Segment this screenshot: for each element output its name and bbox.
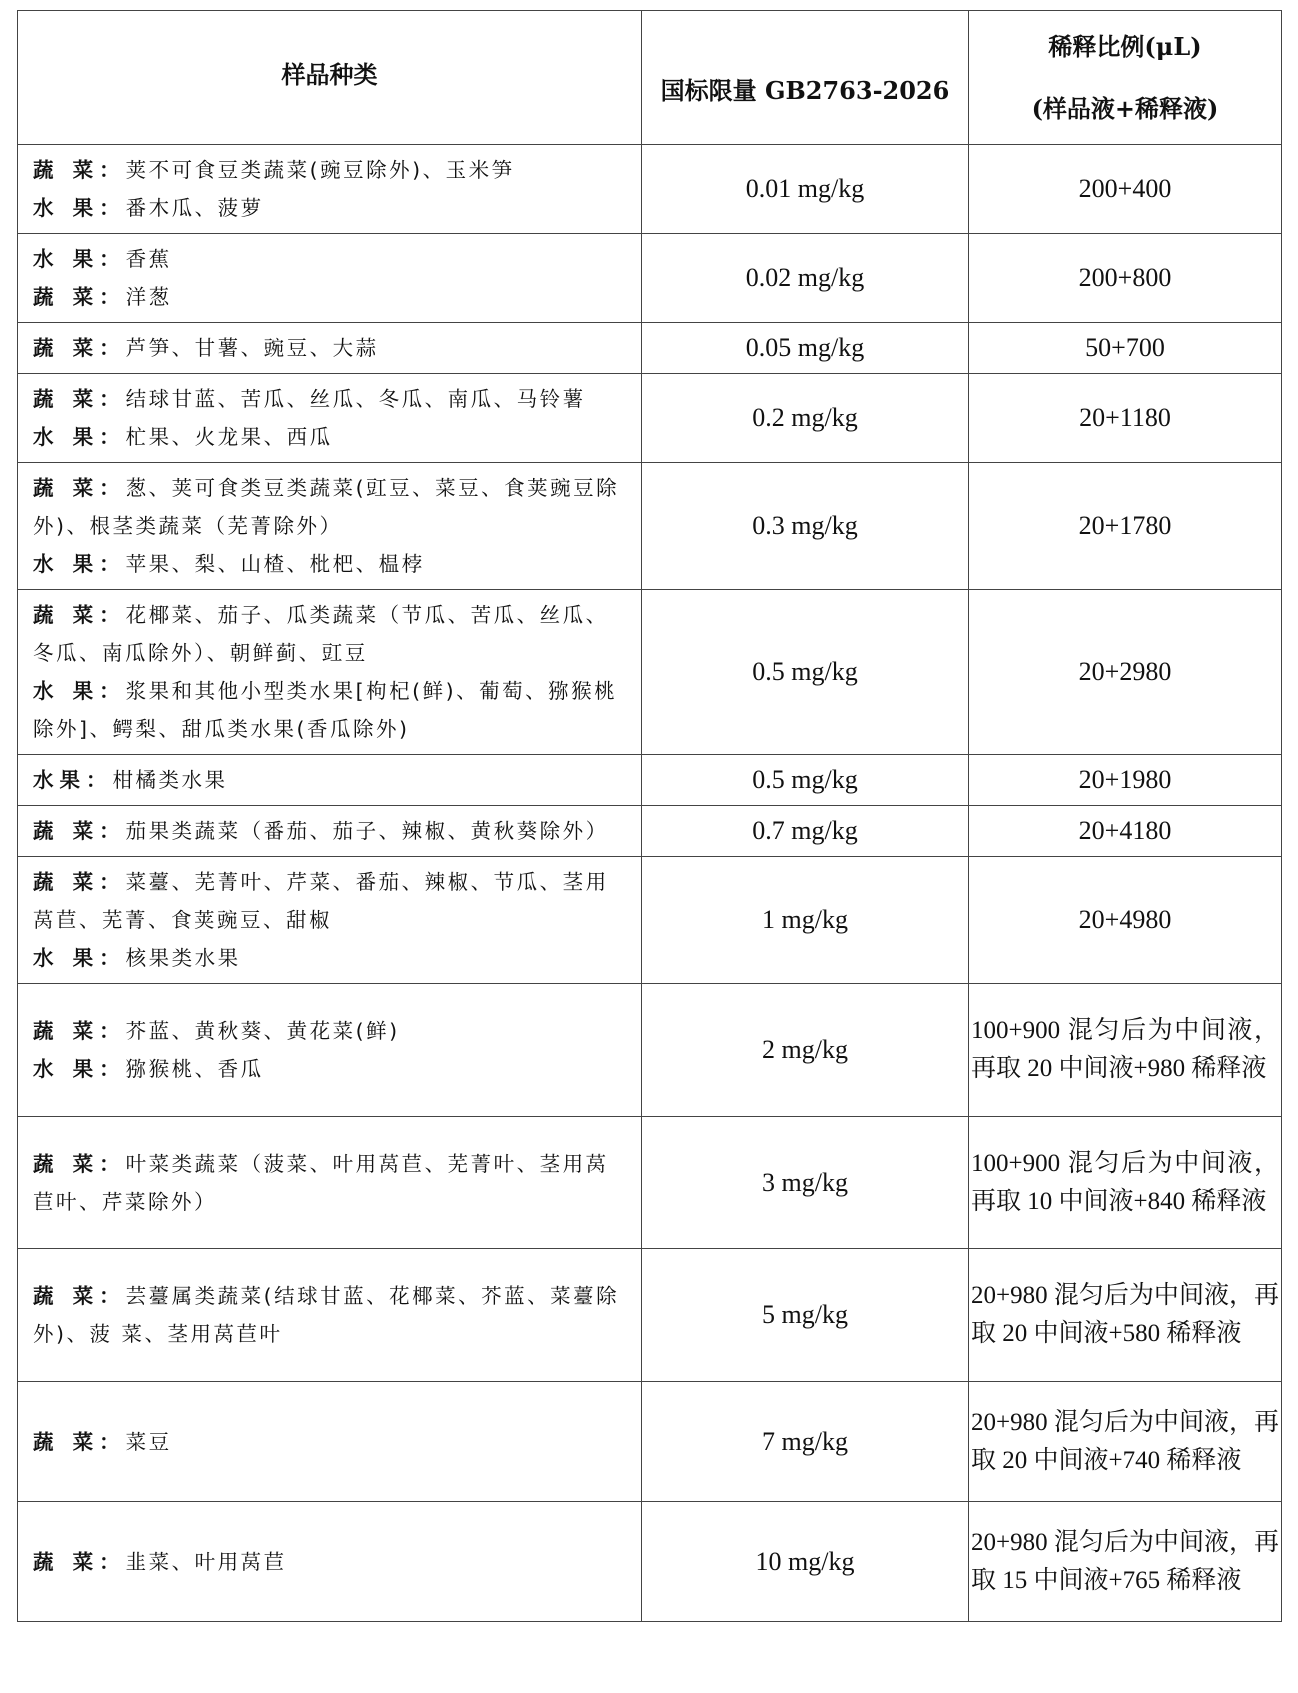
sample-line bbox=[33, 151, 627, 189]
category-label: 蔬 菜： bbox=[33, 1151, 126, 1176]
table-row bbox=[18, 463, 1282, 590]
sample-line bbox=[33, 469, 627, 545]
sample-type-cell bbox=[18, 1249, 642, 1382]
dilution-ratio-cell: 100+900 混匀后为中间液，再取 10 中间液+840 稀释液 bbox=[969, 1117, 1282, 1249]
category-label: 水 果： bbox=[33, 679, 126, 703]
dilution-ratio-cell: 20+980 混匀后为中间液，再取 20 中间液+740 稀释液 bbox=[969, 1382, 1282, 1502]
sample-items: 茄果类蔬菜（番茄、茄子、辣椒、黄秋葵除外） bbox=[125, 819, 609, 843]
sample-line bbox=[33, 1423, 627, 1461]
dilution-ratio-cell: 50+700 bbox=[969, 323, 1282, 374]
limit-cell: 0.7 mg/kg bbox=[642, 806, 969, 857]
dilution-table bbox=[17, 10, 1282, 1622]
sample-items: 结球甘蓝、苦瓜、丝瓜、冬瓜、南瓜、马铃薯 bbox=[125, 387, 586, 411]
sample-type-cell bbox=[18, 590, 642, 755]
category-label: 水 果： bbox=[33, 247, 126, 271]
table-row bbox=[18, 755, 1282, 806]
sample-type-cell bbox=[18, 145, 642, 234]
sample-items: 花椰菜、茄子、瓜类蔬菜（节瓜、苦瓜、丝瓜、冬瓜、南瓜除外）、朝鲜蓟、豇豆 bbox=[33, 603, 609, 665]
category-label: 蔬 菜： bbox=[33, 1019, 126, 1043]
table-header-row bbox=[18, 11, 1282, 145]
table-row bbox=[18, 145, 1282, 234]
limit-cell: 2 mg/kg bbox=[642, 984, 969, 1117]
table-row bbox=[18, 1249, 1282, 1382]
sample-items: 葱、荚可食类豆类蔬菜(豇豆、菜豆、食荚豌豆除外)、根茎类蔬菜（芜菁除外） bbox=[33, 476, 620, 538]
sample-line bbox=[33, 939, 627, 977]
limit-cell: 0.05 mg/kg bbox=[642, 323, 969, 374]
sample-type-cell bbox=[18, 234, 642, 323]
sample-type-cell bbox=[18, 984, 642, 1117]
sample-line bbox=[33, 812, 627, 850]
sample-type-cell bbox=[18, 374, 642, 463]
category-label: 蔬 菜： bbox=[33, 603, 126, 627]
sample-type-cell bbox=[18, 857, 642, 984]
dilution-ratio-cell: 20+980 混匀后为中间液，再取 20 中间液+580 稀释液 bbox=[969, 1249, 1282, 1382]
category-label: 水 果： bbox=[33, 946, 126, 970]
sample-line bbox=[33, 418, 627, 456]
limit-cell: 3 mg/kg bbox=[642, 1117, 969, 1249]
limit-cell: 0.5 mg/kg bbox=[642, 755, 969, 806]
sample-items: 浆果和其他小型类水果[枸杞(鲜)、葡萄、猕猴桃除外]、鳄梨、甜瓜类水果(香瓜除外) bbox=[33, 679, 618, 741]
sample-items: 芥蓝、黄秋葵、黄花菜(鲜) bbox=[125, 1019, 400, 1043]
sample-line bbox=[33, 240, 627, 278]
limit-cell: 0.3 mg/kg bbox=[642, 463, 969, 590]
table-row bbox=[18, 984, 1282, 1117]
sample-type-cell bbox=[18, 1502, 642, 1622]
limit-cell: 1 mg/kg bbox=[642, 857, 969, 984]
category-label: 水 果： bbox=[33, 425, 126, 449]
sample-line bbox=[33, 189, 627, 227]
dilution-ratio-cell: 20+4180 bbox=[969, 806, 1282, 857]
limit-cell: 5 mg/kg bbox=[642, 1249, 969, 1382]
category-label: 蔬 菜： bbox=[33, 870, 126, 894]
sample-line bbox=[33, 1145, 627, 1221]
category-label: 蔬 菜： bbox=[33, 387, 126, 411]
sample-line bbox=[33, 545, 627, 583]
document-page bbox=[17, 10, 1281, 1622]
table-row bbox=[18, 374, 1282, 463]
sample-items: 苹果、梨、山楂、枇杷、榅桲 bbox=[125, 552, 425, 576]
sample-line bbox=[33, 596, 627, 672]
limit-cell: 0.2 mg/kg bbox=[642, 374, 969, 463]
category-label: 蔬 菜： bbox=[33, 1429, 126, 1454]
category-label: 水 果： bbox=[33, 196, 126, 220]
sample-items: 核果类水果 bbox=[125, 946, 241, 970]
category-label: 水果： bbox=[33, 768, 113, 792]
dilution-ratio-cell: 20+980 混匀后为中间液，再取 15 中间液+765 稀释液 bbox=[969, 1502, 1282, 1622]
sample-items: 香蕉 bbox=[125, 247, 172, 271]
sample-items: 菜薹、芜菁叶、芹菜、番茄、辣椒、节瓜、茎用莴苣、芜菁、食荚豌豆、甜椒 bbox=[33, 870, 609, 932]
table-row bbox=[18, 323, 1282, 374]
dilution-ratio-cell: 100+900 混匀后为中间液，再取 20 中间液+980 稀释液 bbox=[969, 984, 1282, 1117]
table-row bbox=[18, 806, 1282, 857]
limit-cell: 7 mg/kg bbox=[642, 1382, 969, 1502]
dilution-ratio-cell: 20+2980 bbox=[969, 590, 1282, 755]
table-row bbox=[18, 234, 1282, 323]
dilution-ratio-cell: 200+800 bbox=[969, 234, 1282, 323]
sample-line bbox=[33, 672, 627, 748]
header-dilution-ratio-line1: 稀释比例(μL) bbox=[1048, 31, 1202, 61]
sample-line bbox=[33, 1050, 627, 1088]
sample-type-cell bbox=[18, 1117, 642, 1249]
sample-items: 洋葱 bbox=[125, 285, 172, 309]
category-label: 蔬 菜： bbox=[33, 819, 126, 843]
sample-items: 韭菜、叶用莴苣 bbox=[125, 1549, 287, 1574]
dilution-ratio-cell: 20+1780 bbox=[969, 463, 1282, 590]
sample-items: 菜豆 bbox=[125, 1429, 172, 1454]
category-label: 蔬 菜： bbox=[33, 158, 126, 182]
category-label: 水 果： bbox=[33, 552, 126, 576]
sample-items: 杧果、火龙果、西瓜 bbox=[125, 425, 333, 449]
sample-line bbox=[33, 863, 627, 939]
table-row bbox=[18, 590, 1282, 755]
sample-items: 柑橘类水果 bbox=[112, 768, 228, 792]
category-label: 蔬 菜： bbox=[33, 285, 126, 309]
header-sample-type: 样品种类 bbox=[18, 11, 642, 145]
category-label: 蔬 菜： bbox=[33, 336, 126, 360]
dilution-ratio-cell: 20+4980 bbox=[969, 857, 1282, 984]
limit-cell: 10 mg/kg bbox=[642, 1502, 969, 1622]
sample-line bbox=[33, 1277, 627, 1353]
category-label: 蔬 菜： bbox=[33, 1284, 126, 1308]
sample-line bbox=[33, 278, 627, 316]
dilution-ratio-cell: 20+1980 bbox=[969, 755, 1282, 806]
category-label: 蔬 菜： bbox=[33, 1549, 126, 1574]
header-dilution-ratio-line2: (样品液+稀释液) bbox=[1031, 93, 1219, 123]
table-row bbox=[18, 1117, 1282, 1249]
table-row bbox=[18, 1382, 1282, 1502]
header-dilution-ratio bbox=[969, 11, 1282, 145]
sample-line bbox=[33, 380, 627, 418]
category-label: 蔬 菜： bbox=[33, 476, 126, 500]
limit-cell: 0.01 mg/kg bbox=[642, 145, 969, 234]
sample-type-cell bbox=[18, 463, 642, 590]
sample-type-cell bbox=[18, 1382, 642, 1502]
sample-line bbox=[33, 1543, 627, 1581]
sample-line bbox=[33, 761, 627, 799]
sample-items: 叶菜类蔬菜（菠菜、叶用莴苣、芜菁叶、茎用莴苣叶、芹菜除外） bbox=[33, 1151, 609, 1214]
sample-items: 荚不可食豆类蔬菜(豌豆除外)、玉米笋 bbox=[125, 158, 515, 182]
sample-type-cell bbox=[18, 806, 642, 857]
sample-items: 番木瓜、菠萝 bbox=[125, 196, 264, 220]
dilution-ratio-cell: 20+1180 bbox=[969, 374, 1282, 463]
sample-items: 芦笋、甘薯、豌豆、大蒜 bbox=[125, 336, 379, 360]
sample-items: 猕猴桃、香瓜 bbox=[125, 1057, 264, 1081]
header-national-limit: 国标限量 GB2763-2026 bbox=[642, 11, 969, 145]
table-row bbox=[18, 857, 1282, 984]
dilution-ratio-cell: 200+400 bbox=[969, 145, 1282, 234]
sample-line bbox=[33, 1012, 627, 1050]
category-label: 水 果： bbox=[33, 1057, 126, 1081]
sample-type-cell bbox=[18, 323, 642, 374]
sample-items: 芸薹属类蔬菜(结球甘蓝、花椰菜、芥蓝、菜薹除外)、菠 菜、茎用莴苣叶 bbox=[33, 1284, 620, 1346]
table-row bbox=[18, 1502, 1282, 1622]
sample-line bbox=[33, 329, 627, 367]
limit-cell: 0.02 mg/kg bbox=[642, 234, 969, 323]
sample-type-cell bbox=[18, 755, 642, 806]
limit-cell: 0.5 mg/kg bbox=[642, 590, 969, 755]
